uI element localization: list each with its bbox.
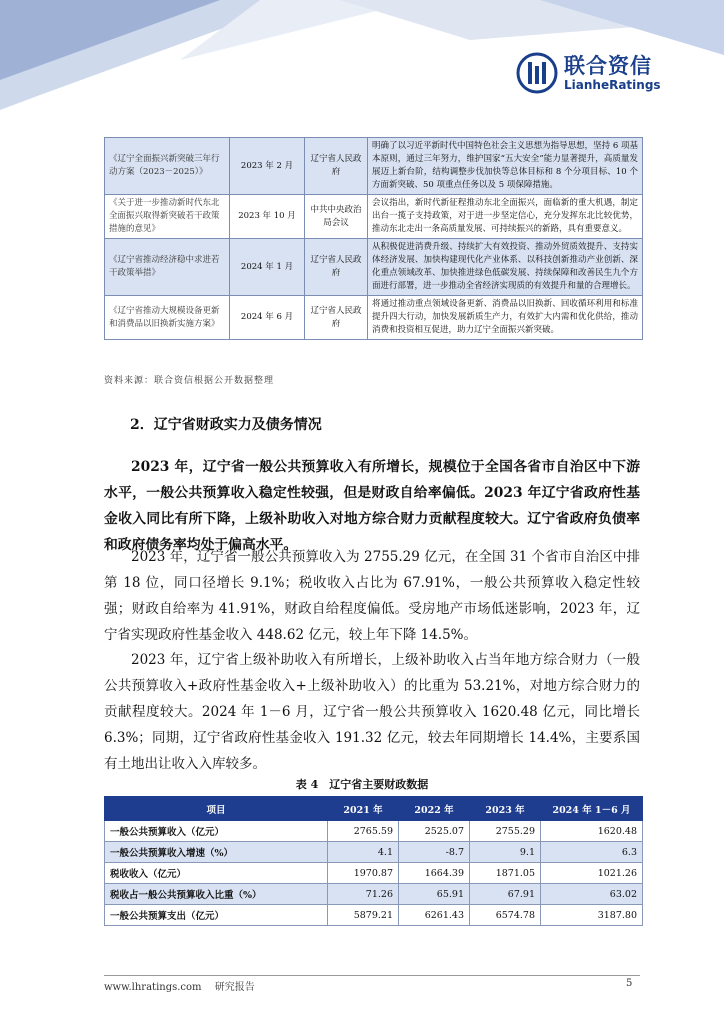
table-row (105, 138, 643, 195)
cell-2023: 67.91 (470, 884, 541, 905)
company-logo (516, 50, 716, 100)
row-label: 一般公共预算支出（亿元） (105, 905, 328, 926)
row-label: 税收收入（亿元） (105, 863, 328, 884)
policy-description: 会议指出，新时代新征程推动东北全面振兴，面临新的重大机遇，制定出台一揽子支持政策，对于进一步坚定信心，充分发挥东北比较优势，推动东北走出一条高质量发展、可持续振兴的新路，具有重要意义。 (368, 195, 643, 239)
policy-description: 从积极促进消费升级、持续扩大有效投资、推动外贸质效提升、支持实体经济发展、加快构建现代化产业体系、以科技创新推动产业创新、深化重点领域改革、加快推进绿色低碳发展、持续保障和改善民生九个方面进行部署，进一步推动全省经济实现质的有效提升和量的合理增长。 (368, 239, 643, 296)
policy-date: 2023 年 10 月 (230, 195, 305, 239)
footer-divider (104, 975, 640, 976)
logo-chinese-text: 联合资信 (564, 54, 652, 78)
policy-date: 2023 年 2 月 (230, 138, 305, 195)
policy-issuer: 辽宁省人民政府 (305, 296, 368, 340)
table-row (105, 842, 643, 863)
cell-2022: 6261.43 (399, 905, 470, 926)
table-row (105, 863, 643, 884)
cell-2022: 2525.07 (399, 821, 470, 842)
cell-2024h1: 63.02 (541, 884, 643, 905)
policy-issuer: 辽宁省人民政府 (305, 239, 368, 296)
table-row (105, 195, 643, 239)
cell-2023: 2755.29 (470, 821, 541, 842)
table-row (105, 905, 643, 926)
policy-name: 《辽宁省推动大规模设备更新和消费品以旧换新实施方案》 (105, 296, 230, 340)
body-paragraph: 2023 年，辽宁省一般公共预算收入为 2755.29 亿元，在全国 31 个省市自治区中排第 18 位，同口径增长 9.1%；税收收入占比为 67.91%，一般公共预算收入稳定性较强；财政自给率为 41.91%，财政自给程度偏低。受房地产市场低迷影响，2023 年，辽宁省实现政府性基金收入 448.62 亿元，较上年下降 14.5%。 (104, 549, 640, 643)
page-number: 5 (626, 978, 633, 989)
cell-2021: 5879.21 (328, 905, 399, 926)
finance-table (104, 796, 643, 926)
cell-2022: 65.91 (399, 884, 470, 905)
policy-name: 《辽宁省推动经济稳中求进若干政策举措》 (105, 239, 230, 296)
cell-2024h1: 6.3 (541, 842, 643, 863)
footer-left (104, 978, 255, 993)
policy-issuer: 中共中央政治局会议 (305, 195, 368, 239)
cell-2023: 6574.78 (470, 905, 541, 926)
column-header: 2023 年 (470, 797, 541, 821)
table-caption: 表 4 辽宁省主要财政数据 (295, 778, 429, 791)
cell-2023: 9.1 (470, 842, 541, 863)
policy-date: 2024 年 1 月 (230, 239, 305, 296)
cell-2022: -8.7 (399, 842, 470, 863)
footer-website-link[interactable]: www.lhratings.com (104, 982, 202, 993)
policy-issuer: 辽宁省人民政府 (305, 138, 368, 195)
column-header: 项目 (105, 797, 328, 821)
cell-2021: 1970.87 (328, 863, 399, 884)
column-header: 2022 年 (399, 797, 470, 821)
cell-2024h1: 3187.80 (541, 905, 643, 926)
cell-2024h1: 1620.48 (541, 821, 643, 842)
row-label: 税收占一般公共预算收入比重（%） (105, 884, 328, 905)
cell-2021: 2765.59 (328, 821, 399, 842)
logo-mark-icon (516, 52, 558, 94)
policy-table (104, 137, 643, 340)
column-header: 2021 年 (328, 797, 399, 821)
summary-paragraph: 2023 年，辽宁省一般公共预算收入有所增长，规模位于全国各省市自治区中下游水平，一般公共预算收入稳定性较强，但是财政自给率偏低。2023 年辽宁省政府性基金收入同比有所下降，上级补助收入对地方综合财力贡献程度较大。辽宁省政府负债率和政府债务率均处于偏高水平。 (104, 459, 640, 553)
policy-description: 明确了以习近平新时代中国特色社会主义思想为指导思想，坚持 6 项基本原则，通过三年努力，维护国家“五大安全”能力显著提升，高质量发展迈上新台阶，结构调整步伐加快等总体目标和 8 个分项目标、10 个方面新突破、50 项重点任务以及 5 项保障措施。 (368, 138, 643, 195)
cell-2021: 71.26 (328, 884, 399, 905)
cell-2021: 4.1 (328, 842, 399, 863)
policy-name: 《关于进一步推动新时代东北全面振兴取得新突破若干政策措施的意见》 (105, 195, 230, 239)
table-row (105, 884, 643, 905)
policy-description: 将通过推动重点领域设备更新、消费品以旧换新、回收循环利用和标准提升四大行动，加快发展新质生产力，有效扩大内需和优化供给，推动消费和投资相互促进，助力辽宁全面振兴新突破。 (368, 296, 643, 340)
logo-english-text: LianheRatings (564, 78, 661, 92)
table-header-row (105, 797, 643, 821)
cell-2022: 1664.39 (399, 863, 470, 884)
footer-doc-type: 研究报告 (214, 982, 255, 993)
source-note: 资料来源：联合资信根据公开数据整理 (104, 376, 275, 386)
row-label: 一般公共预算收入（亿元） (105, 821, 328, 842)
table-row (105, 239, 643, 296)
table-row (105, 296, 643, 340)
column-header: 2024 年 1－6 月 (541, 797, 643, 821)
row-label: 一般公共预算收入增速（%） (105, 842, 328, 863)
cell-2023: 1871.05 (470, 863, 541, 884)
section-title: 2．辽宁省财政实力及债务情况 (130, 417, 322, 433)
policy-name: 《辽宁全面振兴新突破三年行动方案（2023－2025）》 (105, 138, 230, 195)
body-paragraph: 2023 年，辽宁省上级补助收入有所增长，上级补助收入占当年地方综合财力（一般公共预算收入+政府性基金收入+上级补助收入）的比重为 53.21%，对地方综合财力的贡献程度较大。2024 年 1－6 月，辽宁省一般公共预算收入 1620.48 亿元，同比增长 6.3%；同期，辽宁省政府性基金收入 191.32 亿元，较去年同期增长 14.4%，主要系国有土地出让收入入库较多。 (104, 652, 640, 772)
table-row (105, 821, 643, 842)
cell-2024h1: 1021.26 (541, 863, 643, 884)
policy-date: 2024 年 6 月 (230, 296, 305, 340)
